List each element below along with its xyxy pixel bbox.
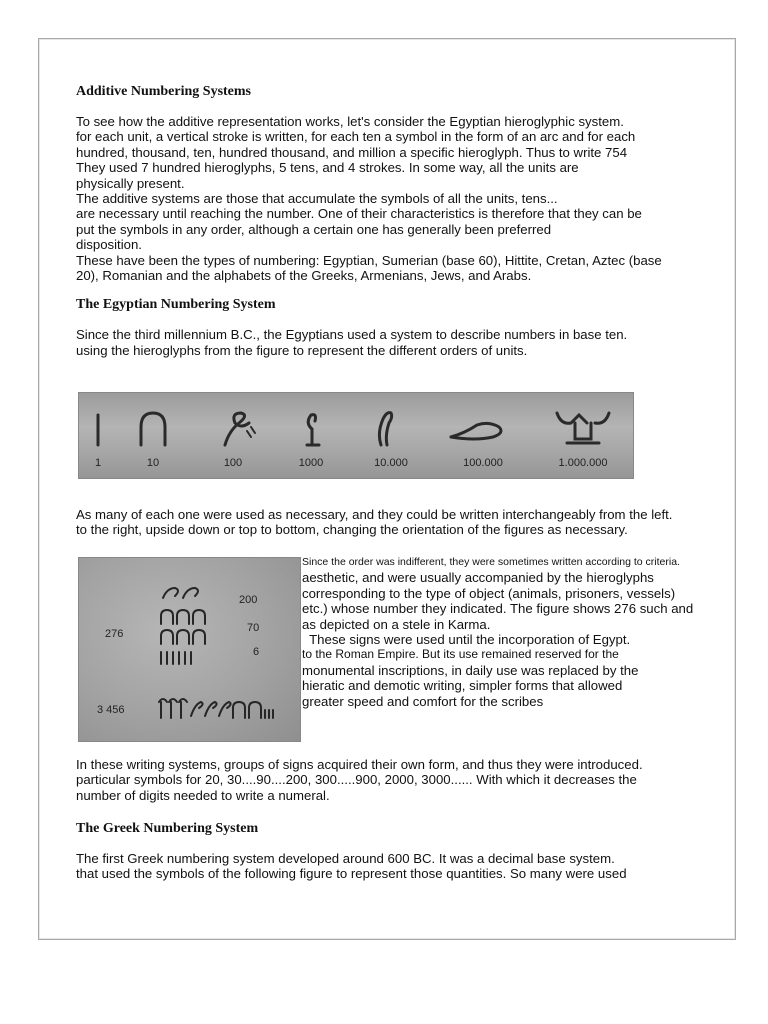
paragraph-greek	[76, 851, 627, 882]
hieroglyph-label-10: 10	[146, 457, 160, 469]
text-line: These have been the types of numbering: Egyptian, Sumerian (base 60), Hittite, Cretan, Aztec (base	[76, 252, 662, 268]
text-line: disposition.	[76, 237, 142, 253]
hieroglyph-label-1: 1	[94, 457, 102, 469]
stele-label-3456: 3 456	[97, 704, 125, 716]
text-line: As many of each one were used as necessary, and they could be written interchangeably from the left.	[76, 507, 673, 522]
document-body	[76, 83, 696, 358]
text-line: that used the symbols of the following figure to represent those quantities. So many were used	[76, 866, 627, 882]
stele-label-200: 200	[239, 594, 258, 606]
text-line: corresponding to the type of object (animals, prisoners, vessels)	[302, 585, 676, 601]
text-line: particular symbols for 20, 30....90....200, 300.....900, 2000, 3000...... With which it decreases the	[76, 772, 637, 788]
text-line: etc.) whose number they indicated. The figure shows 276 such and	[302, 601, 694, 617]
stele-caption	[302, 555, 712, 709]
text-line: for each unit, a vertical stroke is written, for each ten a symbol in the form of an arc and for each	[76, 129, 636, 145]
text-line: To see how the additive representation works, let's consider the Egyptian hieroglyphic system.	[76, 114, 624, 129]
hieroglyph-label-100: 100	[223, 457, 243, 469]
paragraph-additive	[76, 114, 696, 283]
stele-label-6: 6	[253, 646, 260, 658]
stele-label-276: 276	[105, 628, 124, 640]
text-line: are necessary until reaching the number. One of their characteristics is therefore that they can be	[76, 206, 642, 222]
hieroglyph-label-1000000: 1.000.000	[558, 457, 608, 469]
text-line: to the right, upside down or top to bottom, changing the orientation of the figures as necessary.	[76, 522, 628, 538]
heading-additive: Additive Numbering Systems	[76, 84, 252, 99]
hieroglyph-label-10000: 10.000	[374, 457, 408, 469]
stele-figure	[78, 557, 301, 742]
text-line: In these writing systems, groups of signs acquired their own form, and thus they were introduced.	[76, 757, 643, 772]
hieroglyph-label-1000: 1000	[298, 457, 324, 469]
heading-greek: The Greek Numbering System	[76, 821, 259, 836]
paragraph-egyptian	[76, 327, 696, 358]
text-line: put the symbols in any order, although a certain one has generally been preferred	[76, 221, 552, 237]
text-line: Since the order was indifferent, they were sometimes written according to criteria.	[302, 556, 680, 568]
text-line: The first Greek numbering system developed around 600 BC. It was a decimal base system.	[76, 851, 615, 866]
text-line: aesthetic, and were usually accompanied by the hieroglyphs	[302, 570, 654, 586]
text-line: greater speed and comfort for the scribes	[302, 693, 544, 709]
hieroglyph-label-100000: 100.000	[463, 457, 503, 469]
stele-label-70: 70	[247, 622, 260, 634]
paragraph-orientation	[76, 507, 672, 538]
text-line: These signs were used until the incorporation of Egypt.	[302, 632, 631, 648]
text-line: as depicted on a stele in Karma.	[302, 616, 491, 632]
text-line: hieratic and demotic writing, simpler forms that allowed	[302, 678, 623, 694]
document-page	[38, 38, 736, 940]
text-line: monumental inscriptions, in daily use was replaced by the	[302, 662, 639, 678]
text-line: number of digits needed to write a numeral.	[76, 787, 330, 803]
text-line: The additive systems are those that accumulate the symbols of all the units, tens...	[76, 191, 558, 207]
text-line: to the Roman Empire. But its use remained reserved for the	[302, 647, 619, 662]
text-line: physically present.	[76, 175, 185, 191]
hieroglyph-figure	[78, 392, 634, 479]
text-line: using the hieroglyphs from the figure to represent the different orders of units.	[76, 342, 528, 358]
heading-egyptian: The Egyptian Numbering System	[76, 297, 276, 313]
text-line: 20), Romanian and the alphabets of the Greeks, Armenians, Jews, and Arabs.	[76, 268, 532, 284]
text-line: hundred, thousand, ten, hundred thousand, and million a specific hieroglyph. Thus to write 754	[76, 144, 628, 160]
paragraph-signs	[76, 757, 643, 803]
text-line: They used 7 hundred hieroglyphs, 5 tens, and 4 strokes. In some way, all the units are	[76, 160, 579, 176]
text-line: Since the third millennium B.C., the Egyptians used a system to describe numbers in base ten.	[76, 327, 628, 343]
